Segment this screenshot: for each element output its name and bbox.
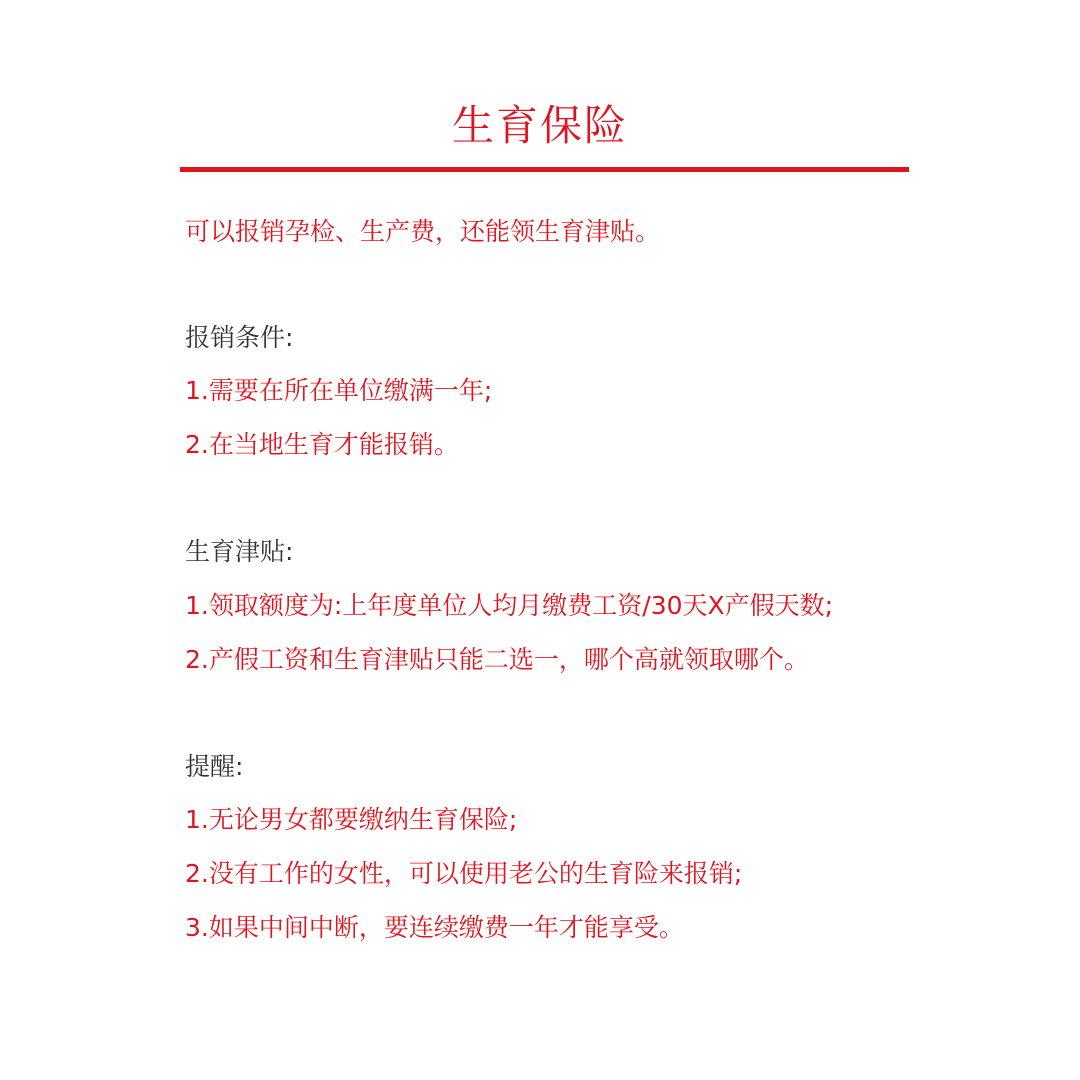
allowance-item-1: 1.领取额度为:上年度单位人均月缴费工资/30天X产假天数; bbox=[185, 591, 834, 620]
reminder-item-1: 1.无论男女都要缴纳生育保险; bbox=[185, 805, 518, 834]
reminder-item-2: 2.没有工作的女性，可以使用老公的生育险来报销; bbox=[185, 859, 743, 888]
reimbursement-heading: 报销条件: bbox=[185, 323, 294, 352]
page-title: 生育保险 bbox=[451, 101, 628, 150]
reimbursement-item-2: 2.在当地生育才能报销。 bbox=[185, 430, 459, 459]
intro-text: 可以报销孕检、生产费，还能领生育津贴。 bbox=[185, 217, 661, 246]
title-divider bbox=[180, 167, 909, 172]
reminder-item-3: 3.如果中间中断，要连续缴费一年才能享受。 bbox=[185, 913, 684, 942]
allowance-heading: 生育津贴: bbox=[185, 537, 294, 566]
reimbursement-item-1: 1.需要在所在单位缴满一年; bbox=[185, 376, 493, 405]
reminder-heading: 提醒: bbox=[185, 752, 244, 781]
allowance-item-2: 2.产假工资和生育津贴只能二选一，哪个高就领取哪个。 bbox=[185, 645, 809, 674]
